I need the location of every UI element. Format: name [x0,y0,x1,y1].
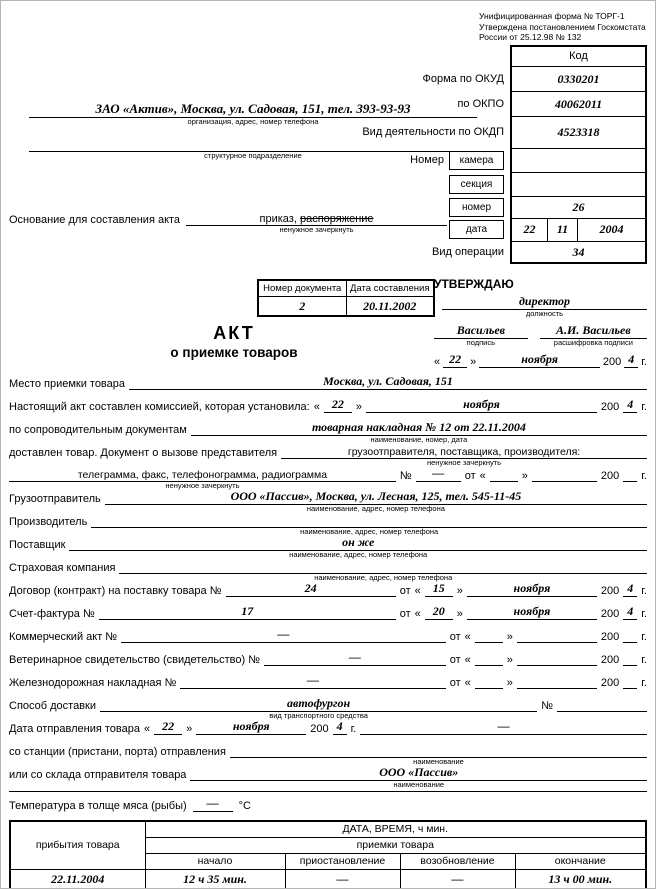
commission-day: 22 [324,397,352,413]
commission-month: ноября [366,397,597,413]
ot-token: от [464,470,476,482]
datetime-table [9,820,647,889]
datetime-header: ДАТА, ВРЕМЯ, ч мин. [145,821,646,837]
ot-token: от [399,608,411,620]
year-token: г. [641,356,647,368]
century-token: 200 [600,401,620,413]
close-quote: » [186,723,193,735]
approve-date-line [434,352,647,368]
okpo-value: 40062011 [554,96,603,111]
station-label: со станции (пристани, порта) отправления [9,746,226,758]
close-quote: » [470,356,477,368]
start-header: начало [145,853,285,869]
year-token: г. [641,654,647,666]
contract-year: 4 [623,581,637,597]
departure-tail-underline: — [360,719,647,735]
year-token: г. [641,585,647,597]
kamera-label: камера [449,151,504,170]
number-token: № [541,700,553,712]
ot-token: от [449,654,461,666]
open-quote: « [479,470,486,482]
delivered-caption: ненужное зачеркнуть [426,458,502,467]
commercial-act-year [623,628,637,643]
nomer-value: 26 [572,200,585,214]
commercial-act-day [475,628,503,643]
okud-cell [511,66,646,91]
data-cell [511,218,646,241]
close-quote: » [506,631,513,643]
resume-header: возобновление [400,853,515,869]
codes-header: Код [511,46,646,66]
railway-year [623,674,637,689]
form-reference [479,11,646,43]
approve-signature-value: Васильев [456,323,506,337]
station-line [9,735,647,766]
producer-underline [91,513,647,536]
organization-value: ЗАО «Актив», Москва, ул. Садовая, 151, тел. 393-93-93 [95,101,411,116]
insurance-label: Страховая компания [9,562,116,574]
nomer-cell [511,196,646,218]
telegram-caption: ненужное зачеркнуть [165,481,240,490]
delivery-method-value: автофургон [287,696,351,710]
railway-day [475,674,503,689]
commercial-act-month [517,628,597,643]
century-token: 200 [310,723,329,735]
departure-day: 22 [154,719,182,735]
warehouse-label: или со склада отправителя товара [9,769,187,781]
station-caption: наименование [413,757,464,766]
contract-number-underline: 24 [226,581,396,597]
century-token: 200 [600,470,620,482]
warehouse-caption: наименование [393,780,445,789]
approve-name-value: А.И. Васильев [556,323,631,337]
approve-position-value: директор [518,294,571,308]
approve-signature-row [434,323,647,347]
acceptance-place-value: Москва, ул. Садовая, 151 [323,374,453,388]
act-basis-label: Основание для составления акта [9,214,181,226]
close-quote: » [456,585,463,597]
okud-label: Форма по ОКУД [422,72,504,85]
open-quote: « [434,356,441,368]
approve-signature-caption: подпись [466,338,496,347]
approve-date-month: ноября [479,352,600,368]
commission-label: Настоящий акт составлен комиссией, которая установила: [9,401,310,413]
year-token: г. [350,723,357,735]
accompanying-docs-caption: наименование, номер, дата [370,435,468,444]
act-title-line-1: АКТ [213,323,255,343]
end-value-cell: 13 ч 00 мин. [515,869,646,889]
acceptance-column-header: приемки товара [145,837,646,853]
act-basis-kept: приказ, [259,213,297,225]
contract-label: Договор (контракт) на поставку товара № [9,585,222,597]
okpo-cell [511,91,646,116]
delivered-label: доставлен товар. Документ о вызове представителя [9,447,278,459]
approve-heading: УТВЕРЖДАЮ [434,277,514,291]
vidop-label: Вид операции [432,246,504,258]
ot-token: от [449,677,461,689]
delivery-method-underline [100,696,537,720]
year-token: г. [641,608,647,620]
supplier-caption: наименование, адрес, номер телефона [289,550,428,559]
warehouse-underline [190,765,647,789]
invoice-month: ноября [467,604,597,620]
number-token: № [399,470,412,482]
invoice-day: 20 [425,604,453,620]
data-label: дата [449,220,504,239]
supplier-underline [69,535,647,559]
doc-number-cell [258,297,346,317]
vidop-value: 34 [572,244,585,259]
invoice-number-underline: 17 [99,604,396,620]
data-day: 22 [512,219,548,241]
pause-value-cell: — [285,869,400,889]
acceptance-place-line [9,367,647,390]
open-quote: « [313,401,320,413]
doc-date-value: 20.11.2002 [363,299,417,313]
delivery-method-caption: вид транспортного средства [269,711,368,720]
invoice-year: 4 [623,604,637,620]
shipper-value: ООО «Пассив», Москва, ул. Лесная, 125, тел. 545-11-45 [230,489,522,503]
approve-date-day: 22 [443,352,467,368]
departure-date-label: Дата отправления товара [9,723,140,735]
act-basis-struck: распоряжение [299,213,374,225]
nomer-group-label: Номер [410,154,444,166]
codes-table [362,45,647,264]
close-quote: » [506,677,513,689]
structural-unit-caption: структурное подразделение [204,151,302,160]
century-token: 200 [600,585,620,597]
shipper-label: Грузоотправитель [9,493,101,505]
delivery-method-number [557,697,647,712]
arrival-value-cell: 22.11.2004 [10,869,145,889]
form-body [9,367,647,889]
producer-caption: наименование, адрес, номер телефона [300,527,439,536]
organization-caption: организация, адрес, номер телефона [187,117,319,126]
kamera-cell [511,148,646,172]
data-year: 2004 [599,222,624,236]
act-basis-caption: ненужное зачеркнуть [279,225,354,234]
form-reference-line-3: России от 25.12.98 № 132 [479,32,582,42]
approve-signature-line [434,323,528,347]
approve-block [434,277,647,368]
celsius-token: °C [238,800,251,812]
temperature-value: — [206,796,219,810]
nomer-label-cell [362,196,511,218]
departure-year: 4 [333,719,347,735]
form-reference-line-1: Унифицированная форма № ТОРГ-1 [479,11,625,21]
accompanying-docs-value: товарная накладная № 12 от 22.11.2004 [311,420,526,434]
veterinary-year [623,651,637,666]
ot-token: от [399,585,411,597]
acceptance-place-label: Место приемки товара [9,378,126,390]
approve-name-caption: расшифровка подписи [553,338,633,347]
data-month: 11 [548,219,578,241]
pause-header: приостановление [285,853,400,869]
data-date-cells [512,219,645,241]
warehouse-value: ООО «Пассив» [379,765,459,779]
veterinary-line [9,643,647,666]
telegram-day [490,467,518,482]
commission-line [9,390,647,413]
approve-date-year: 4 [624,352,638,368]
veterinary-label: Ветеринарное свидетельство (свидетельство) № [9,654,261,666]
delivery-method-line [9,689,647,720]
insurance-underline [119,559,647,582]
telegram-options-underline [9,467,396,490]
telegram-year [623,467,637,482]
doc-date-cell [346,297,434,317]
departure-month: ноября [196,719,306,735]
act-title [104,323,364,360]
veterinary-month [517,651,597,666]
century-token: 200 [602,356,622,368]
year-token: г. [641,677,647,689]
railway-line [9,666,647,689]
veterinary-day [475,651,503,666]
shipper-underline [105,489,647,513]
insurance-caption: наименование, адрес, номер телефона [314,573,453,582]
century-token: 200 [600,608,620,620]
doc-date-header: Дата составления [346,280,434,297]
sekcia-label: секция [449,175,504,194]
accompanying-docs-line [9,413,647,444]
supplier-value: он же [342,535,375,549]
century-token: 200 [600,654,620,666]
codes-empty-label [362,46,511,66]
invoice-label: Счет-фактура № [9,608,95,620]
century-token: 200 [600,631,620,643]
invoice-line [9,597,647,620]
telegram-number: — [416,466,461,482]
approve-position-caption: должность [525,309,564,318]
acceptance-place-underline [129,374,647,390]
resume-value-cell: — [400,869,515,889]
year-token: г. [641,470,647,482]
sekcia-cell [511,172,646,196]
start-value-cell: 12 ч 35 мин. [145,869,285,889]
commercial-act-number-underline: — [121,627,446,643]
supplier-label: Поставщик [9,539,66,551]
data-label-cell [362,218,511,241]
open-quote: « [464,677,471,689]
open-quote: « [464,654,471,666]
arrival-column-header: прибытия товара [10,821,145,869]
open-quote: « [414,608,421,620]
century-token: 200 [600,677,620,689]
sekcia-label-cell [362,172,511,196]
telegram-options: телеграмма, факс, телефонограмма, радиограмма [77,469,328,481]
close-quote: » [506,654,513,666]
document-number-table [257,279,435,317]
close-quote: » [355,401,362,413]
form-reference-line-2: Утверждена постановлением Госкомстата [479,21,646,32]
accompanying-docs-label: по сопроводительным документам [9,424,187,436]
delivered-underline [281,444,647,467]
okpo-label: по ОКПО [457,97,504,110]
year-token: г. [641,631,647,643]
vidop-cell [511,241,646,263]
end-header: окончание [515,853,646,869]
delivery-method-label: Способ доставки [9,700,96,712]
okdp-value: 4523318 [557,125,600,139]
shipper-caption: наименование, адрес, номер телефона [306,504,445,513]
commercial-act-label: Коммерческий акт № [9,631,118,643]
veterinary-number-underline: — [264,650,446,666]
accompanying-docs-underline [191,420,647,444]
approve-position-line [442,294,647,318]
kamera-label-cell [362,148,511,172]
okud-value: 0330201 [557,71,600,86]
railway-number-underline: — [180,673,445,689]
okdp-cell [511,116,646,148]
title-section [9,277,647,368]
contract-day: 15 [425,581,453,597]
close-quote: » [456,608,463,620]
nomer-label: номер [449,198,504,217]
station-underline [230,743,647,766]
temperature-label: Температура в толще мяса (рыбы) [9,800,187,812]
act-basis-value [260,213,374,225]
delivered-options: грузоотправителя, поставщика, производителя: [347,446,581,458]
doc-number-header: Номер документа [258,280,346,297]
ot-token: от [449,631,461,643]
okdp-label: Вид деятельности по ОКДП [362,126,504,138]
railway-label: Железнодорожная накладная № [9,677,177,689]
close-quote: » [521,470,528,482]
doc-number-value: 2 [299,299,306,313]
act-title-line-2: о приемке товаров [170,345,298,360]
producer-label: Производитель [9,516,88,528]
temperature-line [9,791,647,820]
contract-month: ноября [467,581,597,597]
commission-year: 4 [623,397,637,413]
telegram-month [532,467,597,482]
open-quote: « [144,723,151,735]
open-quote: « [464,631,471,643]
header-section [9,9,647,277]
open-quote: « [414,585,421,597]
year-token: г. [641,401,647,413]
railway-month [517,674,597,689]
commercial-act-line [9,620,647,643]
approve-name-line [540,323,647,347]
temperature-underline [193,796,233,812]
